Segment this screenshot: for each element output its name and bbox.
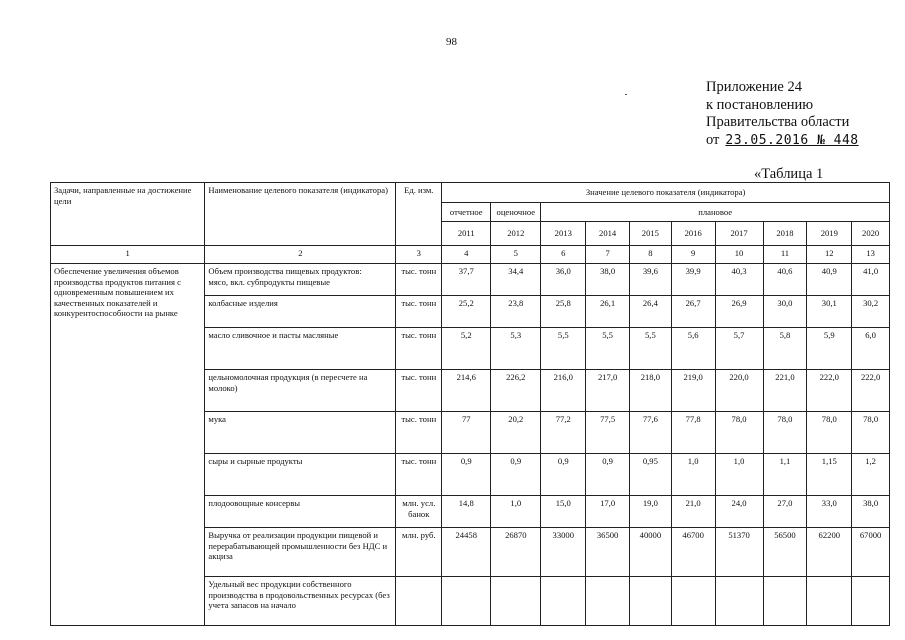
value-cell: 14,8 <box>442 496 491 528</box>
value-cell: 5,8 <box>763 328 807 370</box>
value-cell: 36,0 <box>541 264 586 296</box>
header-year: 2016 <box>671 222 715 246</box>
resolution-date-number: 23.05.2016 № 448 <box>725 132 859 148</box>
value-cell: 38,0 <box>852 496 890 528</box>
column-number: 1 <box>51 246 205 264</box>
value-cell: 33,0 <box>807 496 852 528</box>
unit-cell <box>396 577 442 626</box>
page-number: 98 <box>446 36 457 48</box>
column-number: 11 <box>763 246 807 264</box>
value-cell <box>715 577 763 626</box>
value-cell: 67000 <box>852 528 890 577</box>
column-number: 3 <box>396 246 442 264</box>
value-cell: 39,9 <box>671 264 715 296</box>
column-number: 4 <box>442 246 491 264</box>
value-cell: 5,5 <box>630 328 672 370</box>
header-planned: плановое <box>541 203 890 222</box>
value-cell: 219,0 <box>671 370 715 412</box>
value-cell: 77,2 <box>541 412 586 454</box>
value-cell: 40,3 <box>715 264 763 296</box>
value-cell: 0,9 <box>491 454 541 496</box>
indicator-name: сыры и сырные продукты <box>205 454 396 496</box>
indicator-name: Выручка от реализации продукции пищевой и перерабатывающей промышленности без НДС и акциза <box>205 528 396 577</box>
value-cell <box>763 577 807 626</box>
appendix-block <box>706 79 859 149</box>
value-cell: 1,1 <box>763 454 807 496</box>
value-cell: 214,6 <box>442 370 491 412</box>
value-cell: 0,9 <box>442 454 491 496</box>
value-cell: 25,2 <box>442 296 491 328</box>
indicator-name: колбасные изделия <box>205 296 396 328</box>
value-cell: 21,0 <box>671 496 715 528</box>
header-year: 2015 <box>630 222 672 246</box>
appendix-line-3: Правительства области <box>706 114 850 130</box>
value-cell: 34,4 <box>491 264 541 296</box>
header-year: 2017 <box>715 222 763 246</box>
value-cell: 30,1 <box>807 296 852 328</box>
indicator-name: цельномолочная продукция (в пересчете на молоко) <box>205 370 396 412</box>
value-cell: 5,5 <box>586 328 630 370</box>
value-cell: 222,0 <box>852 370 890 412</box>
value-cell: 38,0 <box>586 264 630 296</box>
value-cell: 5,5 <box>541 328 586 370</box>
value-cell <box>442 577 491 626</box>
value-cell: 5,3 <box>491 328 541 370</box>
appendix-line-2: к постановлению <box>706 96 814 113</box>
header-unit: Ед. изм. <box>396 183 442 246</box>
appendix-line-1: Приложение 24 <box>706 79 802 95</box>
value-cell: 77 <box>442 412 491 454</box>
value-cell <box>586 577 630 626</box>
value-cell: 226,2 <box>491 370 541 412</box>
value-cell: 23,8 <box>491 296 541 328</box>
header-tasks: Задачи, направленные на достижение цели <box>51 183 205 246</box>
value-cell: 1,15 <box>807 454 852 496</box>
value-cell: 30,0 <box>763 296 807 328</box>
value-cell: 5,2 <box>442 328 491 370</box>
column-number: 8 <box>630 246 672 264</box>
table-caption: «Таблица 1 <box>754 166 824 182</box>
header-year: 2014 <box>586 222 630 246</box>
value-cell <box>852 577 890 626</box>
unit-cell: тыс. тонн <box>396 370 442 412</box>
column-number: 7 <box>586 246 630 264</box>
value-cell: 6,0 <box>852 328 890 370</box>
header-year: 2012 <box>491 222 541 246</box>
value-cell: 26,9 <box>715 296 763 328</box>
value-cell: 24458 <box>442 528 491 577</box>
value-cell: 26,7 <box>671 296 715 328</box>
value-cell: 37,7 <box>442 264 491 296</box>
scan-speck <box>625 94 627 95</box>
value-cell: 33000 <box>541 528 586 577</box>
unit-cell: тыс. тонн <box>396 296 442 328</box>
value-cell: 5,6 <box>671 328 715 370</box>
value-cell: 51370 <box>715 528 763 577</box>
value-cell: 20,2 <box>491 412 541 454</box>
value-cell: 1,0 <box>491 496 541 528</box>
indicator-group-header: Объем производства пищевых продуктов: <box>208 266 362 276</box>
column-number: 12 <box>807 246 852 264</box>
value-cell: 0,9 <box>541 454 586 496</box>
indicator-name: Удельный вес продукции собственного производства в продовольственных ресурсах (без учета запасов на начало <box>205 577 396 626</box>
column-number: 10 <box>715 246 763 264</box>
header-year: 2020 <box>852 222 890 246</box>
unit-cell: тыс. тонн <box>396 454 442 496</box>
value-cell <box>541 577 586 626</box>
header-indicator-name: Наименование целевого показателя (индикатора) <box>205 183 396 246</box>
indicator-table <box>50 182 890 626</box>
value-cell: 17,0 <box>586 496 630 528</box>
value-cell: 5,7 <box>715 328 763 370</box>
value-cell: 220,0 <box>715 370 763 412</box>
value-cell: 15,0 <box>541 496 586 528</box>
value-cell: 24,0 <box>715 496 763 528</box>
unit-cell: тыс. тонн <box>396 328 442 370</box>
value-cell: 1,0 <box>671 454 715 496</box>
value-cell <box>491 577 541 626</box>
appendix-date-line <box>706 132 859 150</box>
value-cell: 36500 <box>586 528 630 577</box>
value-cell: 56500 <box>763 528 807 577</box>
value-cell: 30,2 <box>852 296 890 328</box>
header-year: 2013 <box>541 222 586 246</box>
value-cell: 78,0 <box>763 412 807 454</box>
header-value-group: Значение целевого показателя (индикатора) <box>442 183 890 203</box>
value-cell: 0,9 <box>586 454 630 496</box>
value-cell: 221,0 <box>763 370 807 412</box>
value-cell: 62200 <box>807 528 852 577</box>
value-cell: 26,4 <box>630 296 672 328</box>
value-cell: 41,0 <box>852 264 890 296</box>
date-prefix: от <box>706 131 720 148</box>
value-cell: 78,0 <box>807 412 852 454</box>
value-cell <box>630 577 672 626</box>
header-estimated: оценочное <box>491 203 541 222</box>
unit-cell: тыс. тонн <box>396 412 442 454</box>
header-reported: отчетное <box>442 203 491 222</box>
column-number: 9 <box>671 246 715 264</box>
table-row <box>51 264 890 296</box>
value-cell: 26870 <box>491 528 541 577</box>
value-cell: 77,5 <box>586 412 630 454</box>
value-cell: 217,0 <box>586 370 630 412</box>
value-cell: 77,6 <box>630 412 672 454</box>
unit-cell: млн. руб. <box>396 528 442 577</box>
value-cell: 40,9 <box>807 264 852 296</box>
indicator-name: масло сливочное и пасты масляные <box>205 328 396 370</box>
value-cell <box>671 577 715 626</box>
value-cell: 39,6 <box>630 264 672 296</box>
value-cell: 40,6 <box>763 264 807 296</box>
value-cell: 25,8 <box>541 296 586 328</box>
value-cell: 0,95 <box>630 454 672 496</box>
column-number: 5 <box>491 246 541 264</box>
indicator-name: мука <box>205 412 396 454</box>
indicator-name: мясо, вкл. субпродукты пищевые <box>208 276 330 287</box>
value-cell <box>807 577 852 626</box>
header-year: 2018 <box>763 222 807 246</box>
value-cell: 78,0 <box>715 412 763 454</box>
value-cell: 5,9 <box>807 328 852 370</box>
value-cell: 78,0 <box>852 412 890 454</box>
value-cell: 46700 <box>671 528 715 577</box>
indicator-name: плодоовощные консервы <box>205 496 396 528</box>
value-cell: 216,0 <box>541 370 586 412</box>
value-cell: 1,0 <box>715 454 763 496</box>
unit-cell: млн. усл. банок <box>396 496 442 528</box>
task-cell: Обеспечение увеличения объемов производства продуктов питания с одновременным повышением их качественных показателей и конкурентоспособности на рынке <box>51 264 205 626</box>
header-year: 2019 <box>807 222 852 246</box>
column-number: 13 <box>852 246 890 264</box>
unit-cell: тыс. тонн <box>396 264 442 296</box>
column-number: 6 <box>541 246 586 264</box>
value-cell: 1,2 <box>852 454 890 496</box>
value-cell: 27,0 <box>763 496 807 528</box>
value-cell: 218,0 <box>630 370 672 412</box>
value-cell: 77,8 <box>671 412 715 454</box>
column-number: 2 <box>205 246 396 264</box>
indicator-name-cell <box>205 264 396 296</box>
value-cell: 19,0 <box>630 496 672 528</box>
value-cell: 26,1 <box>586 296 630 328</box>
value-cell: 40000 <box>630 528 672 577</box>
header-year: 2011 <box>442 222 491 246</box>
value-cell: 222,0 <box>807 370 852 412</box>
